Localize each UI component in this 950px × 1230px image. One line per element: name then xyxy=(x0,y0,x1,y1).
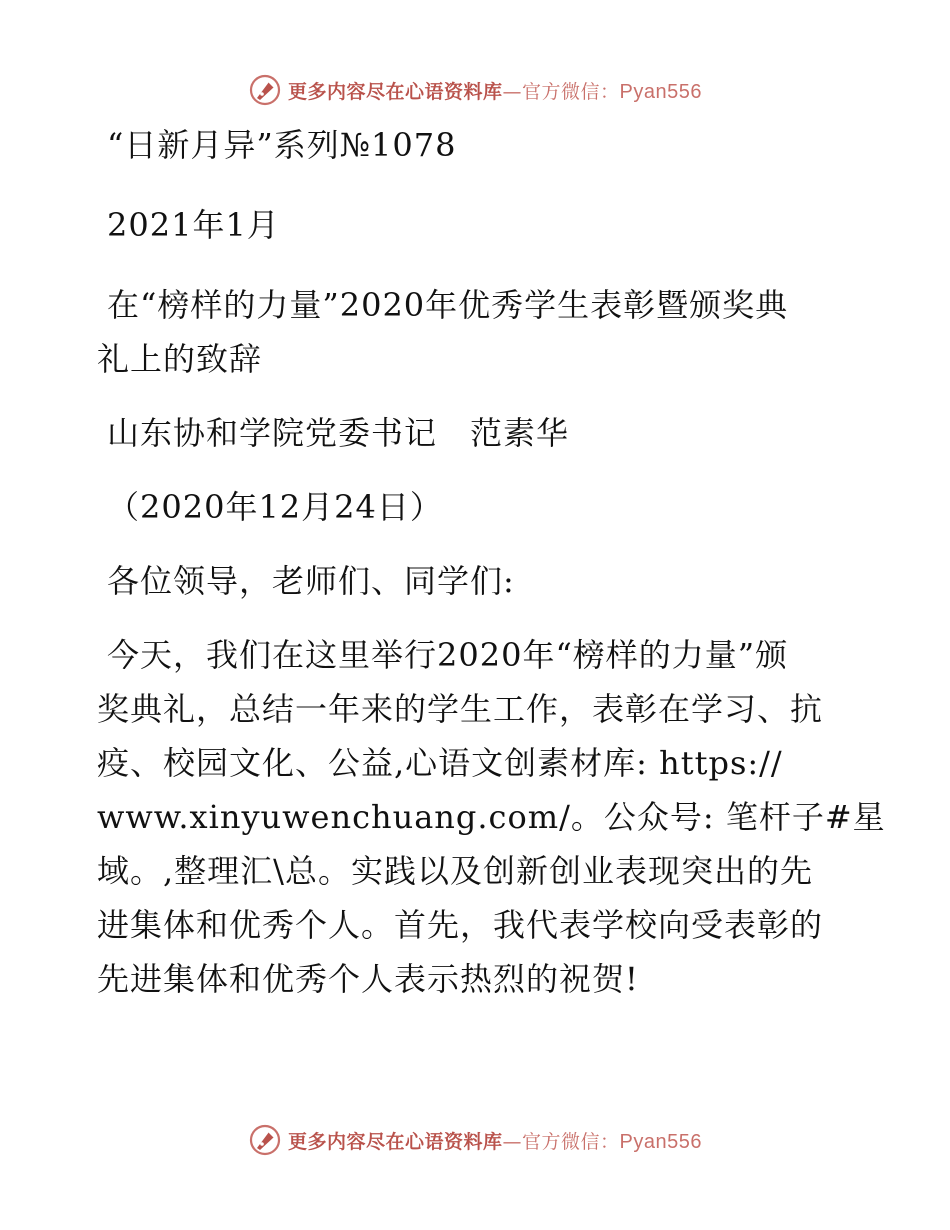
speech-title-line-1: 在“榜样的力量”2020年优秀学生表彰暨颁奖典 xyxy=(107,286,789,324)
document-date: 2021年1月 xyxy=(107,206,280,244)
speech-date: （2020年12月24日） xyxy=(107,488,443,526)
body-line-4: www.xinyuwenchuang.com/。公众号: 笔杆子#星 xyxy=(97,798,886,836)
body-line-5: 域。,整理汇\总。实践以及创新创业表现突出的先 xyxy=(97,852,813,890)
header-banner-strong: 更多内容尽在心语资料库 xyxy=(288,80,503,103)
footer-wechat-id: Pyan556 xyxy=(619,1130,702,1153)
pen-nib-logo-icon xyxy=(248,73,282,107)
header-banner-content xyxy=(248,73,702,107)
header-banner-rest: —官方微信： xyxy=(502,80,620,103)
header-banner xyxy=(0,70,950,110)
footer-banner-rest: —官方微信： xyxy=(502,1130,620,1153)
speech-title-line-2: 礼上的致辞 xyxy=(97,340,263,378)
pen-nib-logo-icon xyxy=(248,1123,282,1157)
body-line-2: 奖典礼，总结一年来的学生工作，表彰在学习、抗 xyxy=(97,690,824,728)
footer-banner-content xyxy=(248,1123,702,1157)
header-banner-text xyxy=(288,77,702,104)
footer-banner xyxy=(0,1120,950,1160)
body-line-6: 进集体和优秀个人。首先，我代表学校向受表彰的 xyxy=(97,906,824,944)
body-line-3: 疫、校园文化、公益,心语文创素材库: https:// xyxy=(97,744,783,782)
footer-banner-text xyxy=(288,1127,702,1154)
document-body xyxy=(97,118,886,1006)
body-line-7: 先进集体和优秀个人表示热烈的祝贺! xyxy=(97,960,639,998)
speech-author: 山东协和学院党委书记 范素华 xyxy=(107,414,570,452)
header-wechat-id: Pyan556 xyxy=(619,80,702,103)
series-label: “日新月异”系列№1078 xyxy=(107,126,457,164)
body-line-1: 今天，我们在这里举行2020年“榜样的力量”颁 xyxy=(107,636,789,674)
footer-banner-strong: 更多内容尽在心语资料库 xyxy=(288,1130,503,1153)
salutation: 各位领导，老师们、同学们: xyxy=(107,562,515,600)
